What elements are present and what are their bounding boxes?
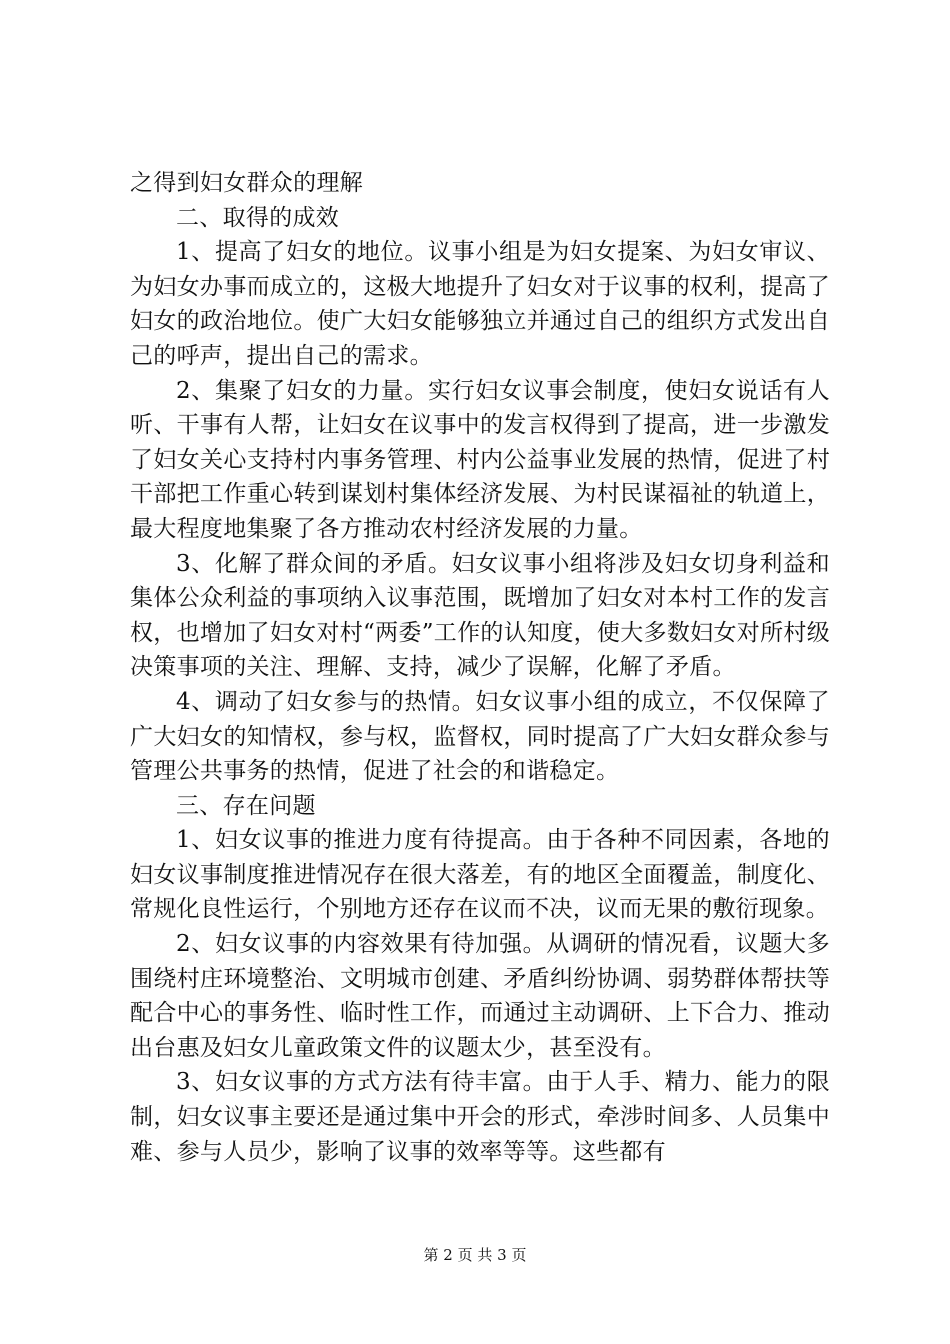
continuation-paragraph: 之得到妇女群众的理解	[130, 170, 363, 196]
paragraph-problem-1: 1、妇女议事的推进力度有待提高。由于各种不同因素，各地的妇女议事制度推进情况存在很大落差，有的地区全面覆盖，制度化、常规化良性运行，个别地方还存在议而不决，议而无果的敷衍现象。	[130, 827, 830, 923]
paragraph-achievement-2: 2、集聚了妇女的力量。实行妇女议事会制度，使妇女说话有人听、干事有人帮，让妇女在议事中的发言权得到了提高，进一步激发了妇女关心支持村内事务管理、村内公益事业发展的热情，促进了村干部把工作重心转到谋划村集体经济发展、为村民谋福祉的轨道上，最大程度地集聚了各方推动农村经济发展的力量。	[130, 377, 830, 542]
page-number-footer: 第 2 页 共 3 页	[423, 1246, 527, 1264]
paragraph-achievement-3: 3、化解了群众间的矛盾。妇女议事小组将涉及妇女切身利益和集体公众利益的事项纳入议事范围，既增加了妇女对本村工作的发言权，也增加了妇女对村“两委”工作的认知度，使大多数妇女对所村级决策事项的关注、理解、支持，减少了误解，化解了矛盾。	[130, 550, 830, 681]
section-heading-achievements: 二、取得的成效	[176, 204, 340, 231]
section-heading-problems: 三、存在问题	[176, 792, 316, 819]
paragraph-achievement-4: 4、调动了妇女参与的热情。妇女议事小组的成立，不仅保障了广大妇女的知情权，参与权，监督权，同时提高了广大妇女群众参与管理公共事务的热情，促进了社会的和谐稳定。	[130, 688, 830, 785]
paragraph-problem-3: 3、妇女议事的方式方法有待丰富。由于人手、精力、能力的限制，妇女议事主要还是通过集中开会的形式，牵涉时间多、人员集中难、参与人员少，影响了议事的效率等等。这些都有	[130, 1069, 830, 1165]
paragraph-problem-2: 2、妇女议事的内容效果有待加强。从调研的情况看，议题大多围绕村庄环境整治、文明城市创建、矛盾纠纷协调、弱势群体帮扶等配合中心的事务性、临时性工作，而通过主动调研、上下合力、推动出台惠及妇女儿童政策文件的议题太少，甚至没有。	[130, 931, 830, 1061]
document-body	[130, 166, 830, 1169]
paragraph-achievement-1: 1、提高了妇女的地位。议事小组是为妇女提案、为妇女审议、为妇女办事而成立的，这极大地提升了妇女对于议事的权利，提高了妇女的政治地位。使广大妇女能够独立并通过自己的组织方式发出自己的呼声，提出自己的需求。	[130, 239, 830, 369]
